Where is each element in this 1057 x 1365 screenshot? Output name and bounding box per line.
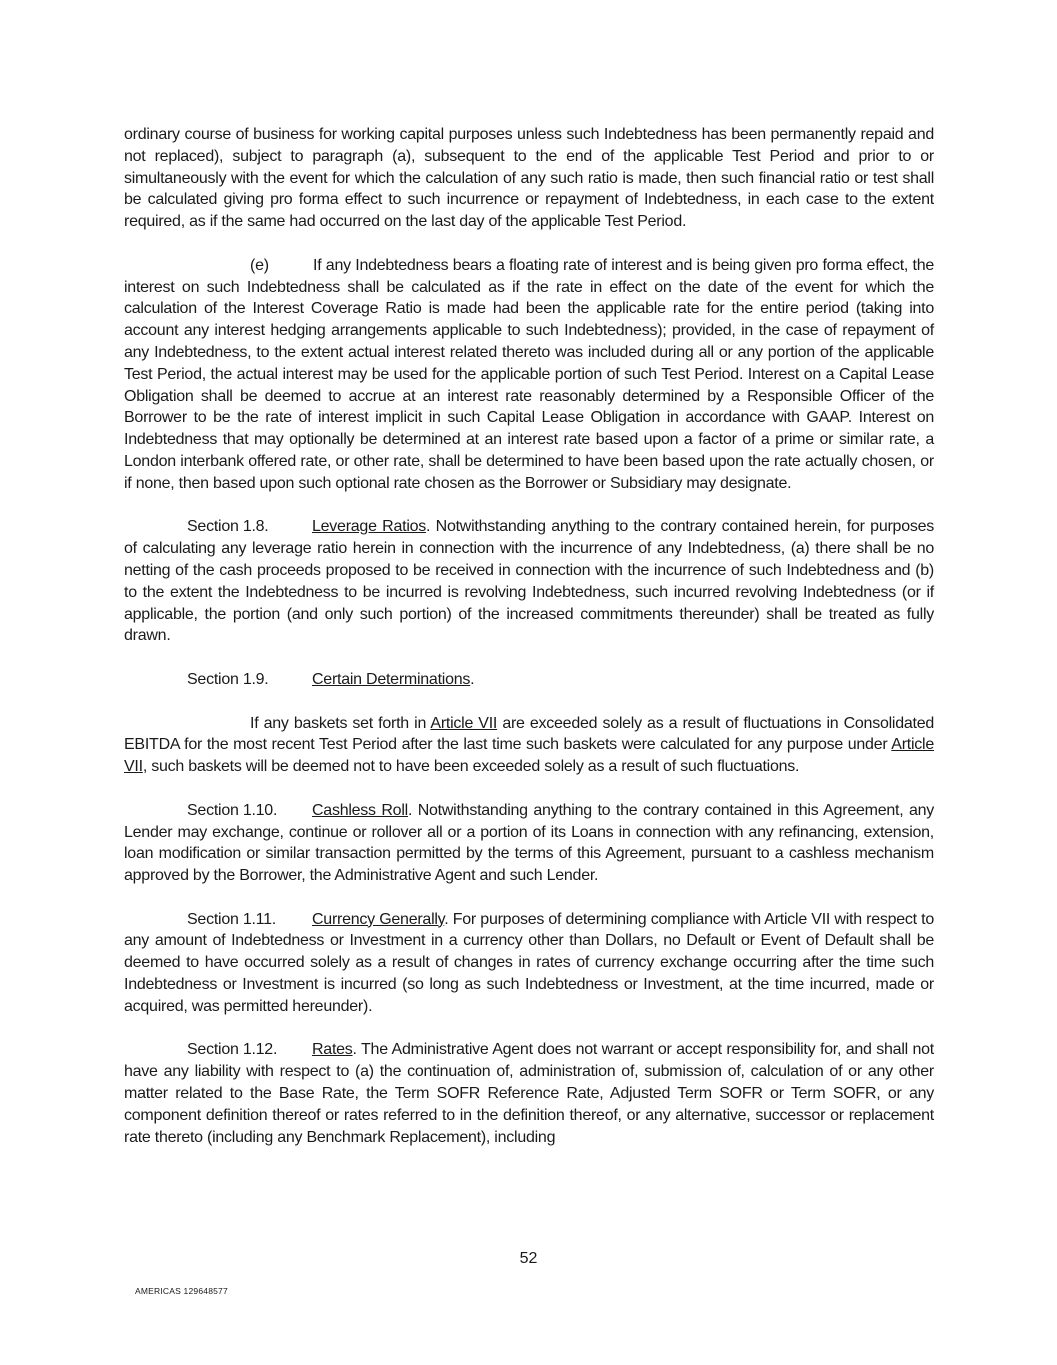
section-1-8-text: . Notwithstanding anything to the contrary contained herein, for purposes of calculating any leverage ratio herein in connection with the incurrence of any Indebtedness, (a) there shall be no netting of the cash proceeds proposed to be received in connection with the incurrence of such Indebtedness and (b) to the extent the Indebtedness to be incurred is revolving Indebtedness, such incurred revolving Indebtedness (or if applicable, the portion (and only such portion) of the increased commitments thereunder) shall be treated as fully drawn. — [124, 518, 934, 645]
section-1-9-text-2: are exceeded solely as a result of fluctuations in Consolidated EBITDA for the most recent Test Period after the last time such baskets were calculated for any purpose under — [124, 714, 934, 754]
section-1-9-title: Certain Determinations — [312, 670, 471, 688]
section-1-12-title: Rates — [312, 1041, 353, 1059]
paragraph-e-text: If any Indebtedness bears a floating rate of interest and is being given pro forma effect, the interest on such Indebtedness shall be calculated as if the rate in effect on the date of the event for which the calculation of the Interest Coverage Ratio is made had been the applicable rate for the entire period (taking into account any interest hedging arrangements applicable to such Indebtedness); provided, in the case of repayment of any Indebtedness, to the extent actual interest related thereto was included during all or any portion of the applicable Test Period, the actual interest may be used for the applicable portion of such Test Period. Interest on a Capital Lease Obligation shall be deemed to accrue at an interest rate reasonably determined by a Responsible Officer of the Borrower to be the rate of interest implicit in such Capital Lease Obligation in accordance with GAAP. Interest on Indebtedness that may optionally be determined at an interest rate based upon a factor of a prime or similar rate, a London interbank offered rate, or other rate, shall be determined to have been based upon the rate actually chosen, or if none, then based upon such optional rate chosen as the Borrower or Subsidiary may designate. — [124, 256, 934, 492]
section-1-11-text: . For purposes of determining compliance with Article VII with respect to any amount of Indebtedness or Investment in a currency other than Dollars, no Default or Event of Default shall be deemed to have occurred solely as a result of changes in rates of currency exchange occurring after the time such Indebtedness or Investment is incurred (so long as such Indebtedness or Investment, at the time incurred, made or acquired, was permitted hereunder). — [124, 910, 935, 1015]
section-1-9-text-3: , such baskets will be deemed not to have been exceeded solely as a result of such fluctuations. — [142, 758, 800, 776]
section-1-9-body — [124, 713, 934, 778]
section-1-8-number: Section 1.8. — [187, 518, 269, 536]
section-1-11 — [124, 909, 934, 1018]
paragraph-e-label: (e) — [250, 256, 269, 274]
paragraph-e — [124, 255, 934, 495]
section-1-9-number: Section 1.9. — [187, 670, 269, 688]
document-body — [124, 124, 934, 1170]
section-1-12-text: . The Administrative Agent does not warrant or accept responsibility for, and shall not have any liability with respect to (a) the continuation of, administration of, submission of, calculation of or any other matter related to the Base Rate, the Term SOFR Reference Rate, Adjusted Term SOFR or Term SOFR, or any component definition thereof or rates referred to in the definition thereof, or any alternative, successor or replacement rate thereto (including any Benchmark Replacement), including — [124, 1041, 934, 1146]
section-1-12-number: Section 1.12. — [187, 1041, 278, 1059]
section-1-11-number: Section 1.11. — [187, 910, 276, 928]
section-1-11-title: Currency Generally — [312, 910, 445, 928]
section-1-9-text-1: If any baskets set forth in — [250, 714, 431, 732]
footer-document-id: AMERICAS 129648577 — [135, 1286, 228, 1296]
page-number: 52 — [519, 1250, 538, 1267]
continuation-paragraph: ordinary course of business for working capital purposes unless such Indebtedness has been permanently repaid and not replaced), subject to paragraph (a), subsequent to the end of the applicable Test Period and prior to or simultaneously with the event for which the calculation of any such ratio is made, then such financial ratio or test shall be calculated giving pro forma effect to such incurrence or repayment of Indebtedness, in each case to the extent required, as if the same had occurred on the last day of the applicable Test Period. — [124, 126, 934, 231]
section-1-8-title: Leverage Ratios — [312, 518, 427, 536]
section-1-10-text: . Notwithstanding anything to the contrary contained in this Agreement, any Lender may exchange, continue or rollover all or a portion of its Loans in connection with any refinancing, extension, loan modification or similar transaction permitted by the terms of this Agreement, pursuant to a cashless mechanism approved by the Borrower, the Administrative Agent and such Lender. — [124, 801, 935, 885]
section-1-8 — [124, 516, 934, 647]
article-vii-reference-1: Article VII — [430, 714, 498, 732]
section-1-10-title: Cashless Roll — [312, 801, 408, 819]
section-1-9-heading — [124, 669, 934, 691]
section-1-9-title-suffix: . — [470, 670, 475, 688]
article-vii-reference-2: Article VII — [124, 736, 934, 776]
section-1-10-number: Section 1.10. — [187, 801, 278, 819]
section-1-12 — [124, 1039, 934, 1148]
section-1-10 — [124, 800, 934, 887]
